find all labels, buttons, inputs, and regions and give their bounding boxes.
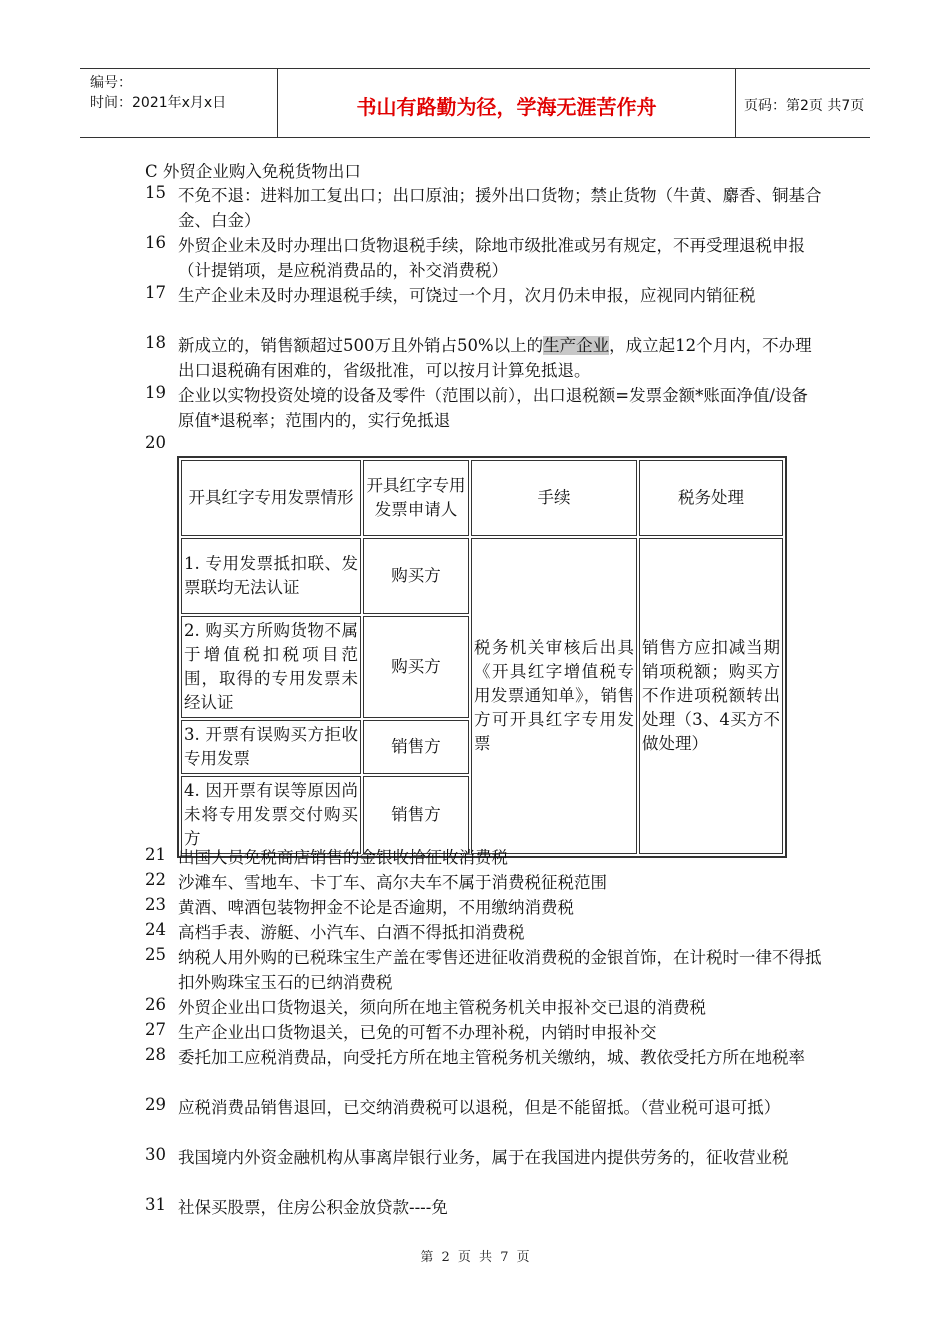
item-number: 27 (145, 1020, 166, 1039)
item-text (178, 333, 824, 383)
table-cell-case: 4. 因开票有误等原因尚未将专用发票交付购买方 (181, 776, 361, 854)
page-footer: 第 2 页 共 7 页 (420, 1250, 530, 1265)
item-text: 应税消费品销售退回，已交纳消费税可以退税，但是不能留抵。（营业税可退可抵） (178, 1098, 781, 1117)
item-text: 委托加工应税消费品，向受托方所在地主管税务机关缴纳，城、教依受托方所在地税率 (178, 1048, 805, 1067)
item-text: 沙滩车、雪地车、卡丁车、高尔夫车不属于消费税征税范围 (178, 873, 607, 892)
header-motto: 书山有路勤为径，学海无涯苦作舟 (277, 69, 736, 137)
item-text: 纳税人用外购的已税珠宝生产盖在零售还进征收消费税的金银首饰，在计税时一律不得抵扣外购珠宝玉石的已纳消费税 (178, 948, 822, 992)
time-label: 时间：2021年x月x日 (90, 95, 227, 111)
item-text: 生产企业未及时办理退税手续，可饶过一个月，次月仍未申报，应视同内销征税 (178, 286, 756, 305)
item-number: 18 (145, 333, 166, 352)
red-invoice-table (177, 456, 787, 858)
code-label: 编号： (90, 75, 132, 91)
item-number: 30 (145, 1145, 166, 1164)
item-number: 24 (145, 920, 166, 939)
table-cell-applicant: 购买方 (363, 616, 469, 718)
table-header-tax: 税务处理 (639, 460, 783, 536)
table-header-procedure: 手续 (471, 460, 637, 536)
item-text: 我国境内外资金融机构从事离岸银行业务，属于在我国进内提供劳务的，征收营业税 (178, 1148, 789, 1167)
table-cell-applicant: 销售方 (363, 720, 469, 774)
item-text: 出国人员免税商店销售的金银收拾征收消费税 (178, 848, 508, 867)
item-text-pre: 新成立的，销售额超过500万且外销占50%以上的 (178, 336, 544, 355)
table-cell-case: 2. 购买方所购货物不属于增值税扣税项目范围，取得的专用发票未经认证 (181, 616, 361, 718)
item-text: 不免不退：进料加工复出口；出口原油；援外出口货物；禁止货物（牛黄、麝香、铜基合金、白金） (178, 186, 822, 230)
table-header-applicant: 开具红字专用发票申请人 (363, 460, 469, 536)
header-meta (80, 69, 277, 137)
item-number: 20 (145, 433, 166, 452)
section-title: C 外贸企业购入免税货物出口 (145, 162, 361, 181)
item-number: 22 (145, 870, 166, 889)
item-number: 21 (145, 845, 166, 864)
table-cell-procedure: 税务机关审核后出具《开具红字增值税专用发票通知单》，销售方可开具红字专用发票 (471, 538, 637, 854)
item-number: 15 (145, 183, 166, 202)
item-text: 黄酒、啤酒包装物押金不论是否逾期，不用缴纳消费税 (178, 898, 574, 917)
item-text: 外贸企业未及时办理出口货物退税手续，除地市级批准或另有规定，不再受理退税申报（计提销项，是应税消费品的，补交消费税） (178, 236, 805, 280)
table-cell-case: 1. 专用发票抵扣联、发票联均无法认证 (181, 538, 361, 614)
page-header (80, 68, 870, 138)
item-number: 19 (145, 383, 166, 402)
item-number: 16 (145, 233, 166, 252)
item-text: 高档手表、游艇、小汽车、白酒不得抵扣消费税 (178, 923, 525, 942)
item-number: 25 (145, 945, 166, 964)
highlighted-text: 生产企业 (543, 336, 610, 355)
item-number: 26 (145, 995, 166, 1014)
item-number: 31 (145, 1195, 166, 1214)
item-text: 外贸企业出口货物退关，须向所在地主管税务机关申报补交已退的消费税 (178, 998, 706, 1017)
table-cell-tax-treatment: 销售方应扣减当期销项税额；购买方不作进项税额转出处理（3、4买方不做处理） (639, 538, 783, 854)
item-text-post: ，成立起12个月内，不办理出口退税确有困难的，省级批准，可以按月计算免抵退。 (178, 336, 812, 380)
table-cell-applicant: 购买方 (363, 538, 469, 614)
item-number: 29 (145, 1095, 166, 1114)
table-header-case: 开具红字专用发票情形 (181, 460, 361, 536)
item-text: 生产企业出口货物退关，已免的可暂不办理补税，内销时申报补交 (178, 1023, 657, 1042)
header-page-label: 页码：第2页 共7页 (744, 98, 865, 114)
table-cell-case: 3. 开票有误购买方拒收专用发票 (181, 720, 361, 774)
item-text: 社保买股票，住房公积金放贷款----免 (178, 1198, 448, 1217)
item-number: 17 (145, 283, 166, 302)
item-number: 28 (145, 1045, 166, 1064)
table-cell-applicant: 销售方 (363, 776, 469, 854)
item-number: 23 (145, 895, 166, 914)
item-text: 企业以实物投资处境的设备及零件（范围以前），出口退税额=发票金额*账面净值/设备原值*退税率；范围内的，实行免抵退 (178, 386, 808, 430)
